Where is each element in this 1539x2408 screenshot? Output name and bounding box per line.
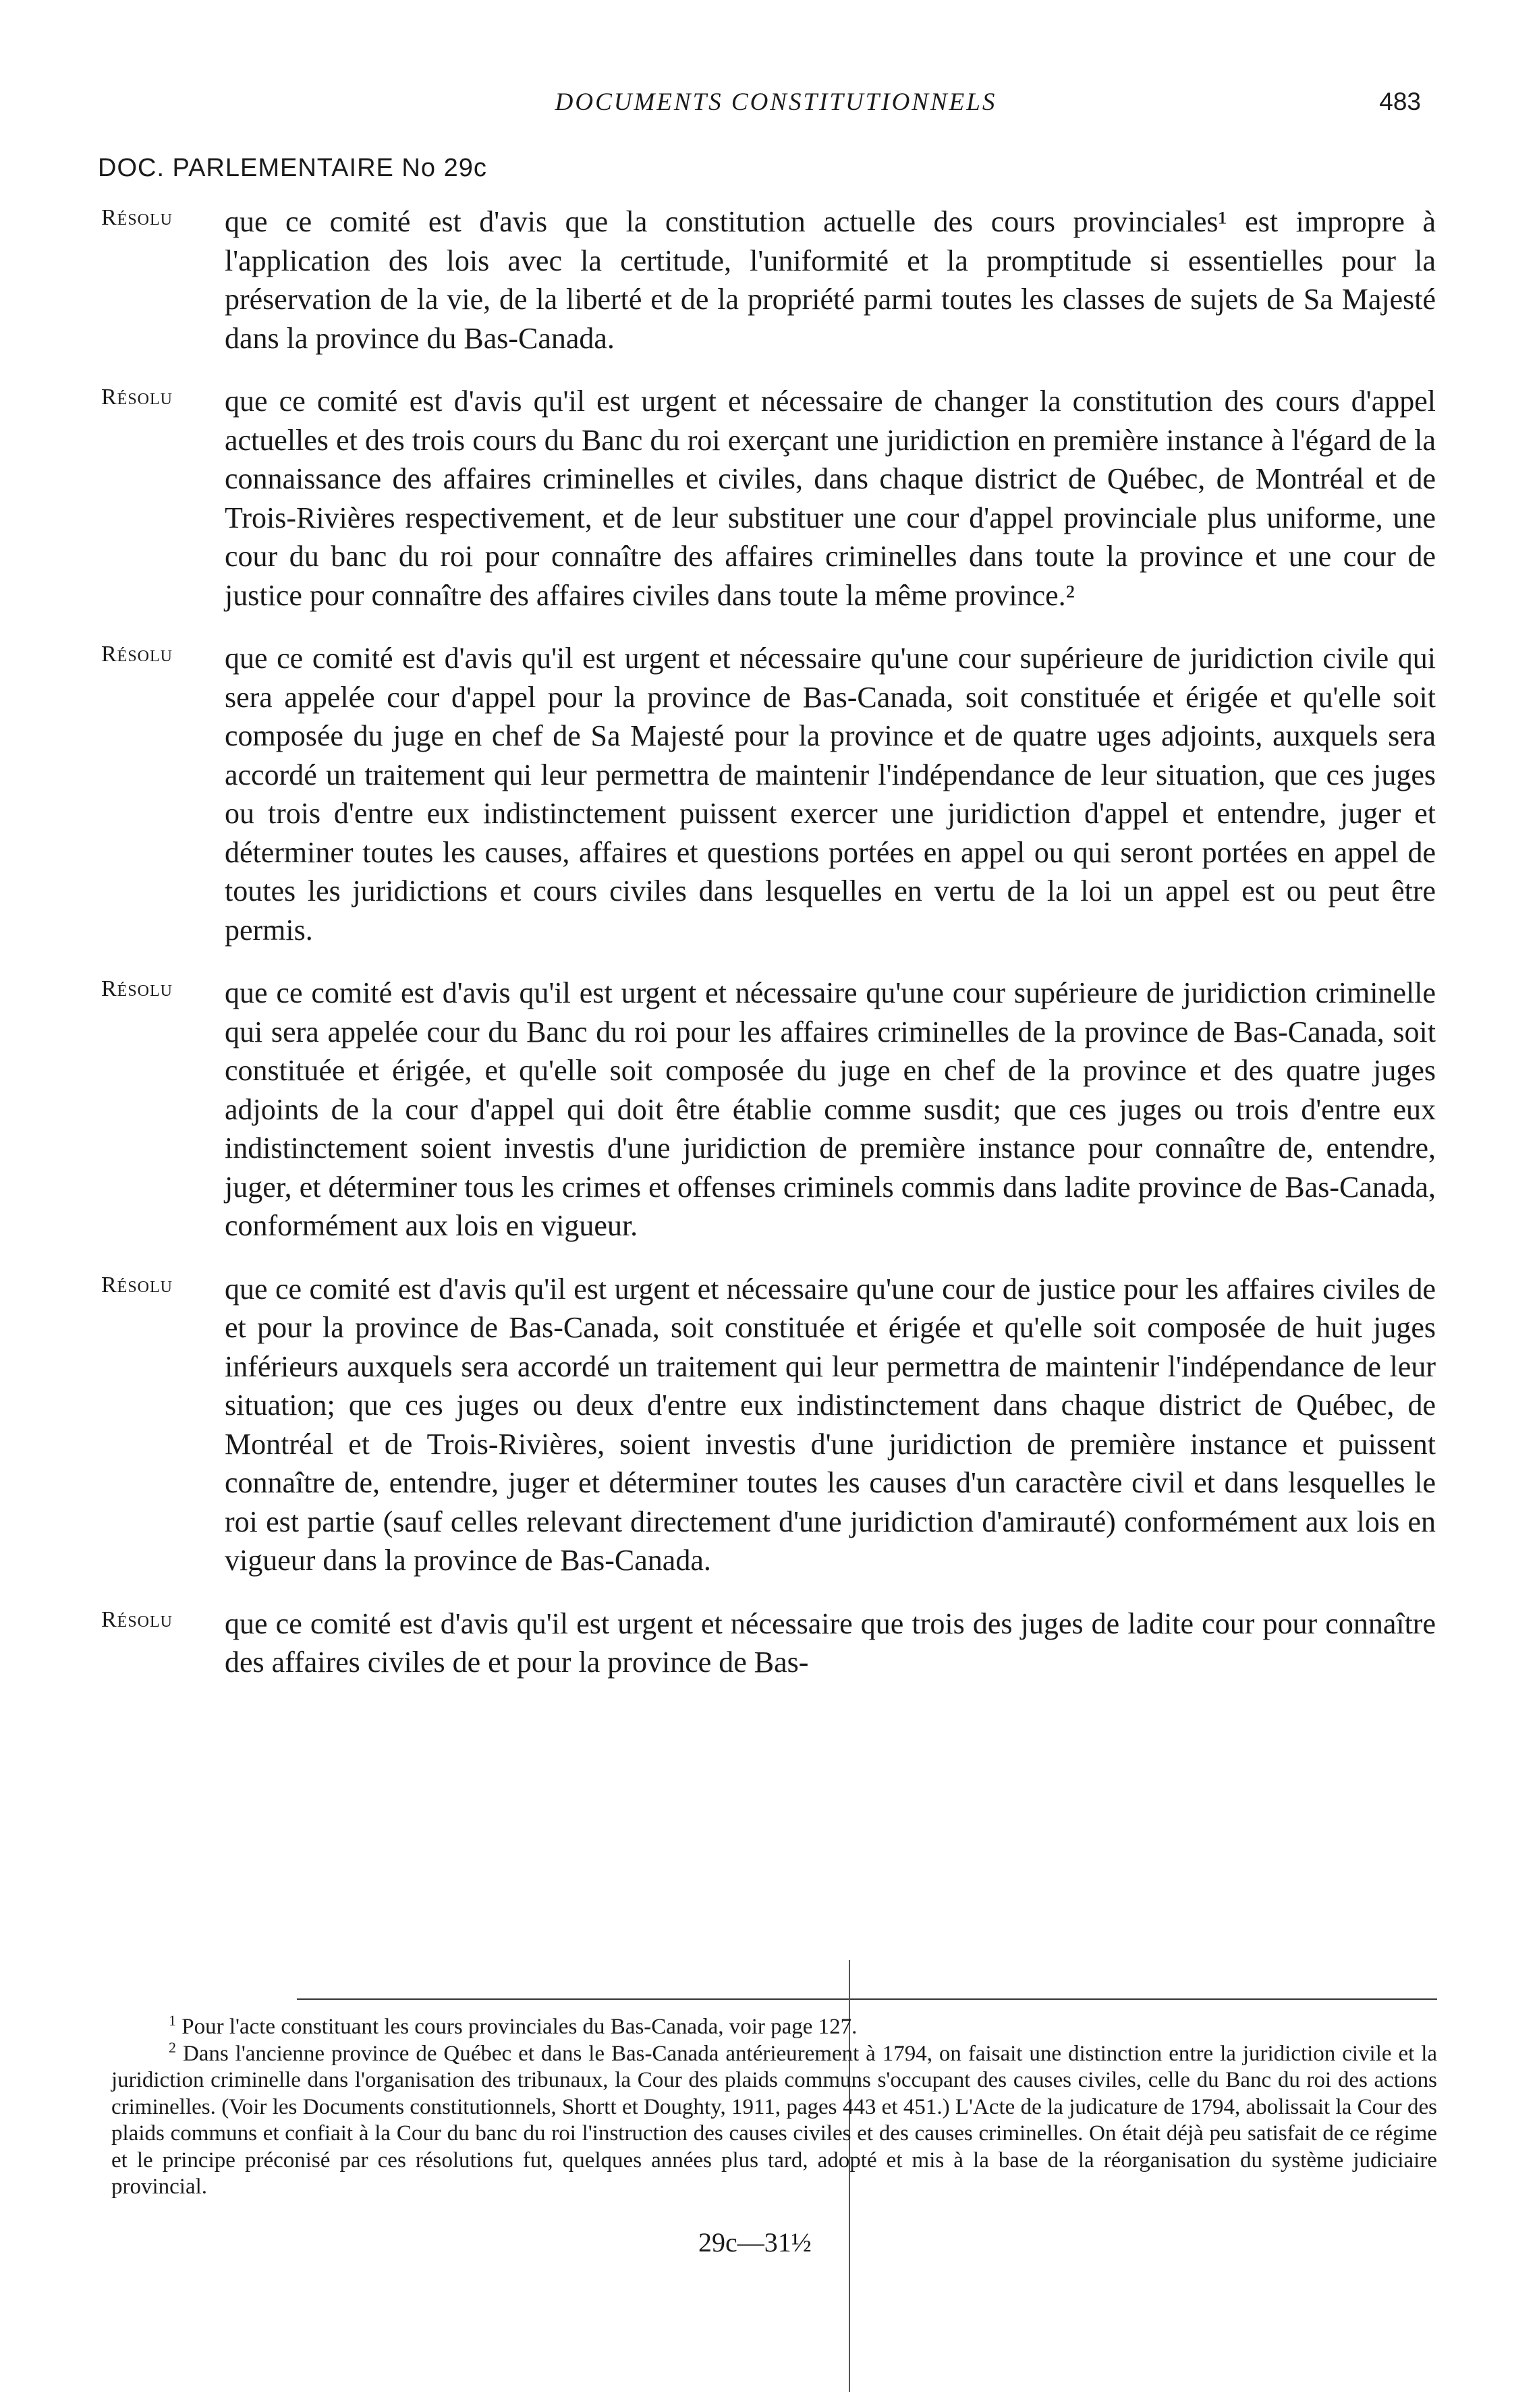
resolution-paragraph [0, 974, 1539, 1245]
resolution-paragraph [0, 382, 1539, 615]
resolution-label: Résolu [101, 1272, 173, 1297]
resolution-paragraph [0, 1270, 1539, 1580]
resolution-text: que ce comité est d'avis qu'il est urgent et nécessaire qu'une cour de justice pour les affaires civiles de et pour la province de Bas-Canada, soit constituée et érigée et qu'elle soit composée de huit juges inférieurs auxquels sera accordé un traitement qui leur permettra de maintenir l'indépendance de leur situation; que ces juges ou deux d'entre eux indistinctement dans chaque district de Québec, de Montréal et de Trois-Rivières, soient investis d'une juridiction de première instance et puissent connaître de, entendre, juger et déterminer toutes les causes d'un caractère civil et dans lesquelles le roi est partie (sauf celles relevant directement d'une juridiction d'amirauté) conformément aux lois en vigueur dans la province de Bas-Canada. [225, 1272, 1436, 1577]
signature-mark: 29c—31½ [698, 2227, 812, 2258]
document-label: DOC. PARLEMENTAIRE No 29c [98, 154, 487, 182]
page-number: 483 [1379, 88, 1421, 115]
resolution-label: Résolu [101, 205, 173, 230]
resolution-text: que ce comité est d'avis qu'il est urgent et nécessaire que trois des juges de ladite cour pour connaître des affaires civiles de et pour la province de Bas- [225, 1606, 1436, 1679]
resolution-text: que ce comité est d'avis qu'il est urgent et nécessaire qu'une cour supérieure de juridiction civile qui sera appelée cour d'appel pour la province de Bas-Canada, soit constituée et érigée et qu'elle soit composée du juge en chef de Sa Majesté pour la province et de quatre uges adjoints, auxquels sera accordé un traitement qui leur permettra de maintenir l'indépendance de leur situation, que ces juges ou trois d'entre eux indistinctement puissent exercer une juridiction d'appel et entendre, juger et déterminer toutes les causes, affaires et questions portées en appel ou qui seront portées en appel de toutes les juridictions et cours civiles dans lesquelles en vertu de la loi un appel est ou peut être permis. [225, 642, 1436, 947]
resolution-label: Résolu [101, 642, 173, 667]
resolution-paragraph [0, 639, 1539, 949]
resolution-label: Résolu [101, 976, 173, 1001]
resolutions-list [0, 202, 1539, 1706]
footnote-marker: 1 [169, 2012, 176, 2029]
footnote-text: Dans l'ancienne province de Québec et dans le Bas-Canada antérieurement à 1794, on faisait une distinction entre la juridiction civile et la juridiction criminelle dans l'organisation des tribunaux, la Cour des plaids communs s'occupant des causes civiles, celle du Banc du roi des actions criminelles. (Voir les Documents constitutionnels, Shortt et Doughty, 1911, pages 443 et 451.) L'Acte de la judicature de 1794, abolissait la Cour des plaids communs et confiait à la Cour du banc du roi l'instruction des causes civiles et des causes criminelles. On était déjà peu satisfait de ce régime et le principe préconisé par ces résolutions fut, quelques années plus tard, adopté et mis à la base de la réorganisation du système judiciaire provincial. [111, 2041, 1438, 2199]
resolution-text: que ce comité est d'avis qu'il est urgent et nécessaire qu'une cour supérieure de juridiction criminelle qui sera appelée cour du Banc du roi pour les affaires criminelles de la province de Bas-Canada, soit constituée et érigée, et qu'elle soit composée du juge en chef de la province et des quatre juges adjoints de la cour d'appel qui doit être établie comme susdit; que ces juges ou trois d'entre eux indistinctement soient investis d'une juridiction de première instance pour connaître de, entendre, juger, et déterminer tous les crimes et offenses criminels commis dans ladite province de Bas-Canada, conformément aux lois en vigueur. [225, 976, 1436, 1242]
footnote [111, 2038, 1438, 2201]
resolution-label: Résolu [101, 385, 173, 410]
footnote [111, 2014, 1437, 2041]
resolution-text: que ce comité est d'avis qu'il est urgent et nécessaire de changer la constitution des cours d'appel actuelles et des trois cours du Banc du roi exerçant une juridiction en première instance à l'égard de la connaissance des affaires criminelles et civiles, dans chaque district de Québec, de Montréal et de Trois-Rivières respectivement, et de leur substituer une cour d'appel provinciale plus uniforme, une cour du banc du roi pour connaître des affaires criminelles dans toute la province et une cour de justice pour connaître des affaires civiles dans toute la même province.² [225, 385, 1436, 612]
footnote-marker: 2 [169, 2038, 176, 2056]
footnotes [111, 2014, 1437, 2201]
resolution-label: Résolu [101, 1606, 173, 1632]
resolution-text: que ce comité est d'avis que la constitution actuelle des cours provinciales¹ est impropre à l'application des lois avec la certitude, l'uniformité et la promptitude si essentielles pour la préservation de la vie, de la liberté et de la propriété parmi toutes les classes de sujets de Sa Majesté dans la province du Bas-Canada. [225, 205, 1436, 355]
footnote-text: Pour l'acte constituant les cours provinciales du Bas-Canada, voir page 127. [181, 2015, 858, 2039]
running-title: DOCUMENTS CONSTITUTIONNELS [555, 88, 997, 116]
resolution-paragraph [0, 202, 1539, 358]
footnote-divider [297, 1998, 1437, 2000]
resolution-paragraph [0, 1604, 1539, 1682]
